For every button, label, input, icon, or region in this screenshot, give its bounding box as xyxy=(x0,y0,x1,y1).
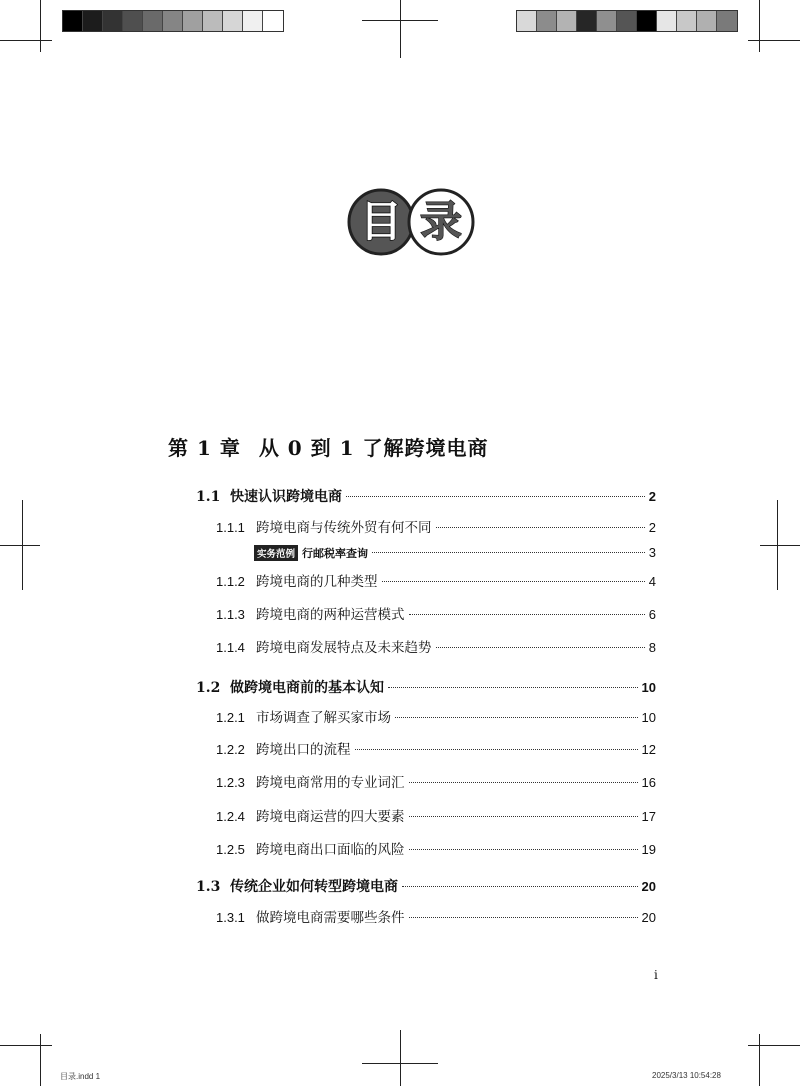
toc-num: 1.1.4 xyxy=(216,640,245,655)
toc-leader xyxy=(372,552,645,553)
toc-leader xyxy=(409,816,638,817)
toc-num: 1.2 xyxy=(196,680,221,696)
title-char-1: 目 xyxy=(359,197,403,246)
color-swatch xyxy=(243,11,263,31)
contents-title-emblem xyxy=(345,186,485,258)
color-swatch xyxy=(617,11,637,31)
toc-leader xyxy=(346,496,645,497)
chapter-title: 从 0 到 1 了解跨境电商 xyxy=(258,436,489,460)
toc-num: 1.2.5 xyxy=(216,842,245,857)
toc-num: 1.2.3 xyxy=(216,775,245,790)
color-swatch xyxy=(577,11,597,31)
toc-leader xyxy=(436,527,645,528)
color-swatch xyxy=(263,11,283,31)
toc-title: 跨境电商发展特点及未来趋势 xyxy=(256,640,432,656)
slug-file-label: 目录.indd 1 xyxy=(60,1072,101,1081)
toc-page: 16 xyxy=(641,775,656,790)
color-swatch xyxy=(597,11,617,31)
calibration-bar-right xyxy=(516,10,738,32)
toc-title: 跨境出口的流程 xyxy=(256,742,351,758)
toc-num: 1.1.2 xyxy=(216,574,245,589)
toc-leader xyxy=(409,917,638,918)
toc-leader xyxy=(355,749,638,750)
toc-title: 快速认识跨境电商 xyxy=(230,489,342,505)
color-swatch xyxy=(677,11,697,31)
toc-page: 17 xyxy=(641,809,656,824)
color-swatch xyxy=(63,11,83,31)
toc-title: 跨境电商的几种类型 xyxy=(256,574,378,590)
toc-leader xyxy=(409,614,645,615)
toc-page: 6 xyxy=(648,607,656,622)
chapter-heading xyxy=(168,432,489,461)
title-char-2: 录 xyxy=(419,197,463,246)
toc-num: 1.1 xyxy=(196,489,221,505)
color-swatch xyxy=(123,11,143,31)
color-swatch xyxy=(537,11,557,31)
toc-num: 1.3.1 xyxy=(216,910,245,925)
toc-page: 8 xyxy=(648,640,656,655)
color-swatch xyxy=(557,11,577,31)
toc-num: 1.3 xyxy=(196,879,221,895)
toc-title: 做跨境电商前的基本认知 xyxy=(230,680,384,696)
toc-case-example[interactable] xyxy=(0,542,800,564)
toc-title: 跨境电商与传统外贸有何不同 xyxy=(256,520,432,536)
toc-section-1-1[interactable] xyxy=(0,486,800,508)
color-swatch xyxy=(697,11,717,31)
toc-subsection-1-1-1[interactable] xyxy=(0,516,800,538)
toc-num: 1.2.1 xyxy=(216,710,245,725)
case-badge: 实务范例 xyxy=(254,545,298,561)
toc-page: 2 xyxy=(648,520,656,535)
color-swatch xyxy=(223,11,243,31)
color-swatch xyxy=(163,11,183,31)
toc-leader xyxy=(388,687,638,688)
toc-num: 1.2.4 xyxy=(216,809,245,824)
color-swatch xyxy=(717,11,737,31)
toc-title: 跨境电商运营的四大要素 xyxy=(256,809,405,825)
color-swatch xyxy=(83,11,103,31)
toc-subsection-1-1-3[interactable] xyxy=(0,603,800,625)
toc-page: 2 xyxy=(648,489,656,504)
toc-page: 3 xyxy=(648,545,656,560)
color-swatch xyxy=(517,11,537,31)
color-swatch xyxy=(203,11,223,31)
toc-num: 1.2.2 xyxy=(216,742,245,757)
page-folio: i xyxy=(654,968,658,982)
color-swatch xyxy=(657,11,677,31)
calibration-bar-left xyxy=(62,10,284,32)
toc-title: 做跨境电商需要哪些条件 xyxy=(256,910,405,926)
toc-leader xyxy=(409,782,638,783)
toc-num: 1.1.1 xyxy=(216,520,245,535)
slug-timestamp: 2025/3/13 10:54:28 xyxy=(652,1071,721,1080)
toc-page: 12 xyxy=(641,742,656,757)
color-swatch xyxy=(143,11,163,31)
color-swatch xyxy=(183,11,203,31)
toc-title: 市场调查了解买家市场 xyxy=(256,710,391,726)
toc-leader xyxy=(409,849,638,850)
toc-section-1-2[interactable] xyxy=(0,677,800,699)
toc-page: 20 xyxy=(641,910,656,925)
toc-title: 传统企业如何转型跨境电商 xyxy=(230,879,398,895)
toc-subsection-1-3-1[interactable] xyxy=(0,906,800,928)
toc-leader xyxy=(436,647,645,648)
toc-page: 10 xyxy=(641,680,656,695)
toc-subsection-1-2-1[interactable] xyxy=(0,706,800,728)
toc-title: 跨境电商常用的专业词汇 xyxy=(256,775,405,791)
color-swatch xyxy=(103,11,123,31)
toc-subsection-1-2-5[interactable] xyxy=(0,838,800,860)
toc-page: 4 xyxy=(648,574,656,589)
chapter-number: 第 1 章 xyxy=(168,436,241,460)
toc-num: 1.1.3 xyxy=(216,607,245,622)
toc-leader xyxy=(402,886,638,887)
toc-title: 跨境电商的两种运营模式 xyxy=(256,607,405,623)
toc-subsection-1-2-3[interactable] xyxy=(0,771,800,793)
toc-subsection-1-2-4[interactable] xyxy=(0,805,800,827)
toc-section-1-3[interactable] xyxy=(0,876,800,898)
toc-page: 20 xyxy=(641,879,656,894)
toc-page: 19 xyxy=(641,842,656,857)
toc-title: 行邮税率查询 xyxy=(302,547,369,560)
color-swatch xyxy=(637,11,657,31)
toc-leader xyxy=(395,717,638,718)
toc-subsection-1-2-2[interactable] xyxy=(0,738,800,760)
toc-page: 10 xyxy=(641,710,656,725)
toc-title: 跨境电商出口面临的风险 xyxy=(256,842,405,858)
toc-leader xyxy=(382,581,645,582)
toc-subsection-1-1-4[interactable] xyxy=(0,636,800,658)
toc-subsection-1-1-2[interactable] xyxy=(0,570,800,592)
